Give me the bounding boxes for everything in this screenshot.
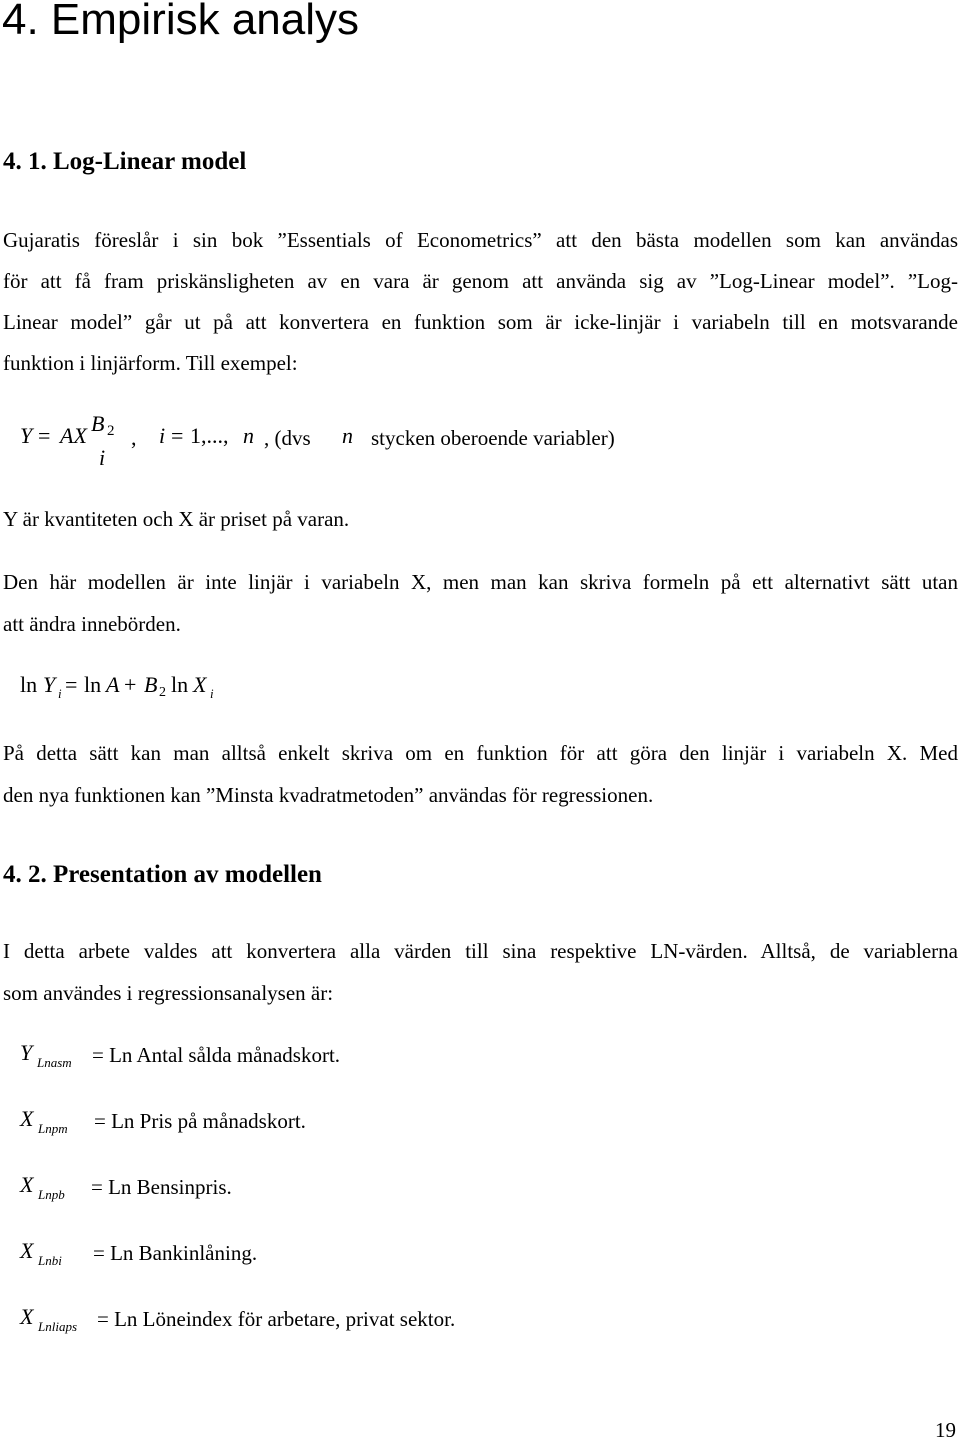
variable-item bbox=[0, 1106, 960, 1146]
paragraph-line: som användes i regressionsanalysen är: bbox=[3, 981, 334, 1005]
paragraph-line: för att få fram priskänsligheten av en vara är genom att använda sig av ”Log-Linear model”. ”Log- bbox=[3, 269, 958, 293]
variable-symbol: X bbox=[20, 1106, 34, 1131]
paragraph-line: Y är kvantiteten och X är priset på varan. bbox=[3, 507, 350, 531]
formula-subscript: 2 bbox=[159, 685, 166, 700]
paragraph-line: I detta arbete valdes att konvertera alla värden till sina respektive LN-värden. Alltså, de variablerna bbox=[3, 939, 958, 963]
formula-symbol: Y bbox=[20, 423, 33, 448]
paragraph-line: Den här modellen är inte linjär i variabeln X, men man kan skriva formeln på ett alternativt sätt utan bbox=[3, 570, 958, 594]
paragraph-line: Gujaratis föreslår i sin bok ”Essentials of Econometrics” att den bästa modellen som kan användas bbox=[3, 228, 958, 252]
chapter-title: 4. Empirisk analys bbox=[2, 0, 360, 44]
variable-symbol: Y bbox=[20, 1040, 33, 1065]
page-number: 19 bbox=[935, 1418, 956, 1442]
variable-item bbox=[0, 1172, 960, 1212]
formula-operator: = bbox=[65, 672, 78, 697]
section-heading-4-2: 4. 2. Presentation av modellen bbox=[3, 861, 322, 888]
variable-item bbox=[0, 1040, 960, 1080]
variable-definition: = Ln Antal sålda månadskort. bbox=[92, 1043, 341, 1067]
formula-power-model bbox=[0, 405, 960, 475]
variable-subscript: Lnasm bbox=[37, 1055, 72, 1070]
formula-symbol: AX bbox=[60, 423, 87, 448]
formula-symbol: i bbox=[159, 423, 166, 448]
formula-subscript: i bbox=[99, 445, 106, 470]
formula-symbol: n bbox=[342, 423, 353, 448]
formula-symbol: A bbox=[106, 672, 120, 697]
formula-symbol: X bbox=[193, 672, 207, 697]
variable-symbol: X bbox=[20, 1238, 34, 1263]
variable-definition: = Ln Pris på månadskort. bbox=[94, 1109, 306, 1133]
formula-operator: = bbox=[171, 423, 184, 448]
formula-operator: = bbox=[38, 423, 51, 448]
section-heading-4-1: 4. 1. Log-Linear model bbox=[3, 148, 247, 175]
formula-function: ln bbox=[171, 672, 189, 697]
formula-symbol: Y bbox=[43, 672, 56, 697]
formula-punctuation: , bbox=[131, 425, 137, 450]
formula-operator: + bbox=[124, 672, 137, 697]
variable-definition: = Ln Bankinlåning. bbox=[93, 1241, 258, 1265]
paragraph-line: På detta sätt kan man alltså enkelt skriva om en funktion för att göra den linjär i variabeln X. Med bbox=[3, 741, 958, 765]
variable-subscript: Lnliaps bbox=[38, 1319, 78, 1334]
formula-symbol: n bbox=[243, 423, 254, 448]
formula-subscript: i bbox=[58, 686, 62, 701]
paragraph-line: att ändra innebörden. bbox=[3, 612, 181, 636]
paragraph-line: funktion i linjärform. Till exempel: bbox=[3, 351, 298, 375]
formula-log-linear bbox=[0, 668, 960, 708]
variable-symbol: X bbox=[20, 1304, 34, 1329]
variable-subscript: Lnbi bbox=[38, 1253, 62, 1268]
formula-function: ln bbox=[84, 672, 102, 697]
variable-symbol: X bbox=[20, 1172, 34, 1197]
formula-symbol: B bbox=[144, 672, 158, 697]
variable-item bbox=[0, 1238, 960, 1278]
formula-text: , (dvs bbox=[264, 426, 311, 450]
paragraph-line: den nya funktionen kan ”Minsta kvadratmetoden” användas för regressionen. bbox=[3, 783, 654, 807]
paragraph-line: Linear model” går ut på att konvertera en funktion som är icke-linjär i variabeln till en motsvarande bbox=[3, 310, 958, 334]
variable-definition: = Ln Löneindex för arbetare, privat sektor. bbox=[97, 1307, 456, 1331]
formula-range: 1,..., bbox=[190, 423, 229, 448]
variable-definition: = Ln Bensinpris. bbox=[91, 1175, 232, 1199]
formula-subscript: i bbox=[210, 686, 214, 701]
formula-text: stycken oberoende variabler) bbox=[371, 426, 615, 450]
formula-function: ln bbox=[20, 672, 38, 697]
formula-exponent: B bbox=[91, 411, 105, 436]
variable-subscript: Lnpm bbox=[38, 1121, 68, 1136]
variable-subscript: Lnpb bbox=[38, 1187, 65, 1202]
formula-subscript: 2 bbox=[107, 423, 115, 439]
variable-item bbox=[0, 1304, 960, 1344]
